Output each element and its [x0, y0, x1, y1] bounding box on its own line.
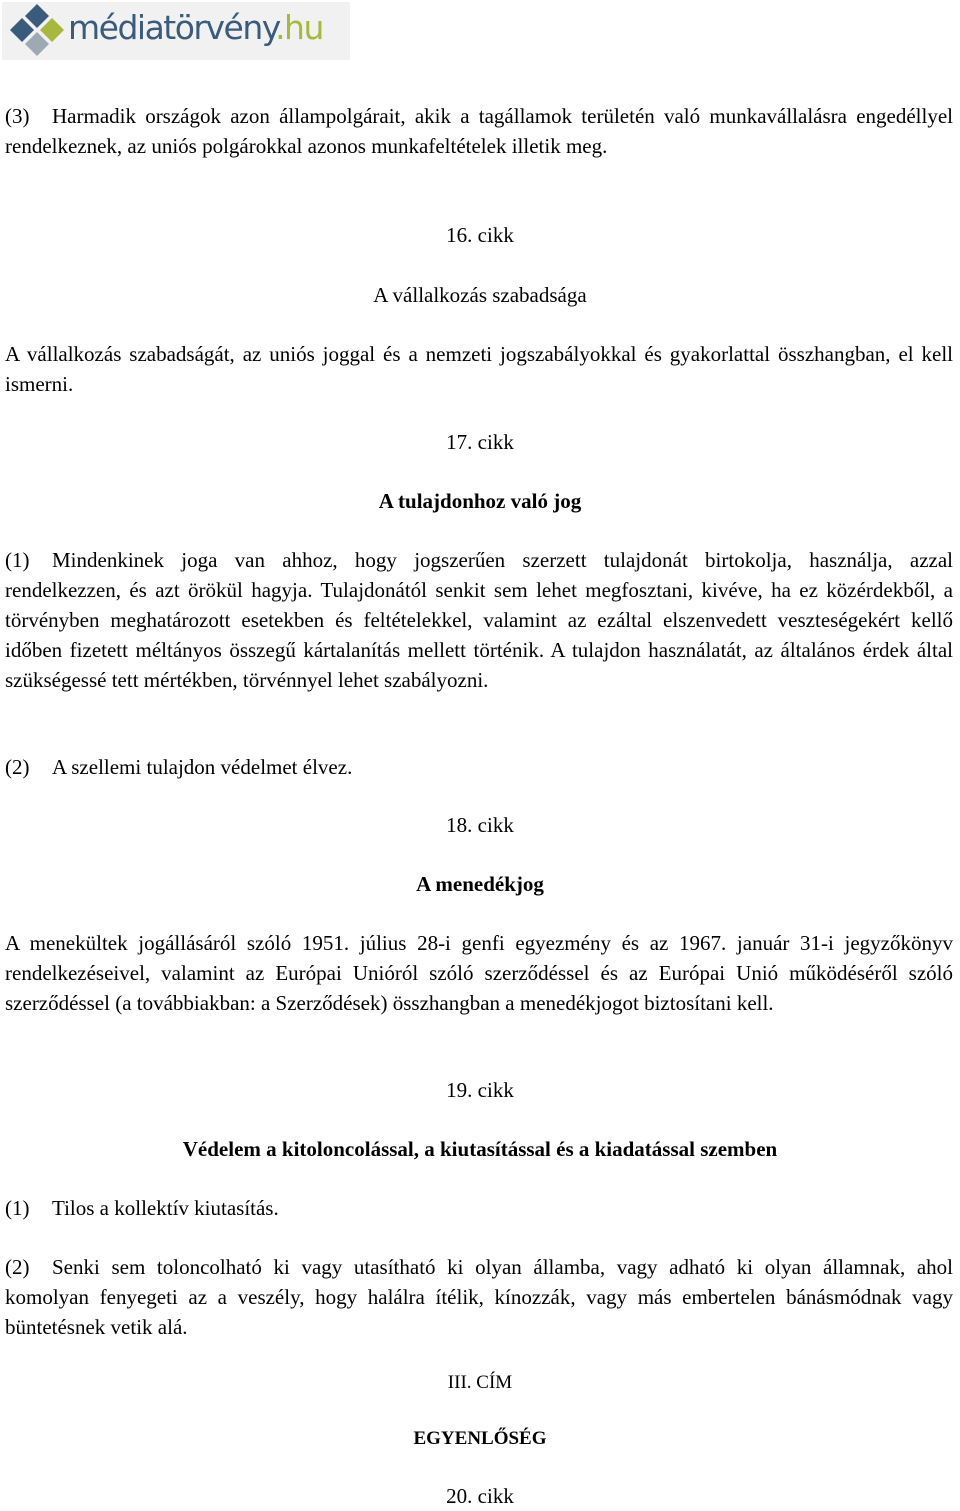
article-16-text: A vállalkozás szabadságát, az uniós joggal és a nemzeti jogszabályokkal és gyakorlattal összhangban, el kell ismerni.	[5, 342, 953, 396]
article-18-text: A menekültek jogállásáról szóló 1951. július 28-i genfi egyezmény és az 1967. január 31-i jegyzőkönyv rendelkezéseivel, valamint az Európai Unióról szóló szerződéssel és az Európai Unió működéséről szóló szerződéssel (a továbbiakban: a Szerződések) összhangban a menedékjogot biztosítani kell.	[5, 931, 953, 1015]
paragraph-text: Mindenkinek joga van ahhoz, hogy jogszerűen szerzett tulajdonát birtokolja, használja, azzal rendelkezzen, és azt örökül hagyja. Tulajdonától senkit sem lehet megfosztani, kivéve, ha ez közérdekből, a törvényben meghatározott esetekben és feltételekkel, valamint az ezáltal elszenvedett veszteségekért kellő időben fizetett méltányos összegű kártalanítás mellett történik. A tulajdon használatát, az általános érdek által szükségessé tett mértékben, törvénnyel lehet szabályozni.	[5, 548, 953, 692]
paragraph-text: Tilos a kollektív kiutasítás.	[52, 1196, 279, 1220]
logo-tld-text: .hu	[275, 8, 323, 47]
paragraph-number: (2)	[5, 755, 30, 779]
article-18-title: A menedékjog	[416, 872, 544, 896]
title-3-number: III. CÍM	[447, 1372, 513, 1393]
paragraph-number: (1)	[5, 1196, 30, 1220]
article-19-paragraph-1	[5, 1193, 953, 1223]
paragraph-3	[5, 101, 953, 161]
logo-wordmark	[68, 8, 323, 48]
paragraph-number: (1)	[5, 548, 30, 572]
paragraph-text: A szellemi tulajdon védelmet élvez.	[52, 755, 353, 779]
logo-main-text: médiatörvény	[68, 8, 276, 47]
article-16-title: A vállalkozás szabadsága	[373, 283, 587, 307]
article-20-number: 20. cikk	[446, 1484, 514, 1508]
paragraph-number: (2)	[5, 1255, 30, 1279]
paragraph-text: Harmadik országok azon állampolgárait, akik a tagállamok területén való munkavállalásra engedéllyel rendelkeznek, az uniós polgárokkal azonos munkafeltételek illetik meg.	[5, 104, 953, 158]
article-19-number: 19. cikk	[446, 1078, 514, 1102]
paragraph-text: Senki sem toloncolható ki vagy utasítható ki olyan államba, vagy adható ki olyan államnak, ahol komolyan fenyegeti az a veszély, hogy halálra ítélik, kínozzák, vagy más embertelen bánásmódnak vagy büntetésnek vetik alá.	[5, 1255, 953, 1339]
article-17-paragraph-1	[5, 545, 953, 695]
diamond-logo-icon	[8, 4, 66, 58]
article-18-number: 18. cikk	[446, 813, 514, 837]
article-19-title: Védelem a kitoloncolással, a kiutasítással és a kiadatással szemben	[182, 1137, 778, 1161]
title-3-name: EGYENLŐSÉG	[413, 1428, 547, 1449]
paragraph-number: (3)	[5, 104, 30, 128]
article-17-number: 17. cikk	[446, 430, 514, 454]
article-16-number: 16. cikk	[446, 223, 514, 247]
article-17-title: A tulajdonhoz való jog	[378, 489, 582, 513]
site-logo[interactable]	[2, 2, 350, 60]
article-19-paragraph-2	[5, 1252, 953, 1342]
article-17-paragraph-2	[5, 752, 953, 782]
